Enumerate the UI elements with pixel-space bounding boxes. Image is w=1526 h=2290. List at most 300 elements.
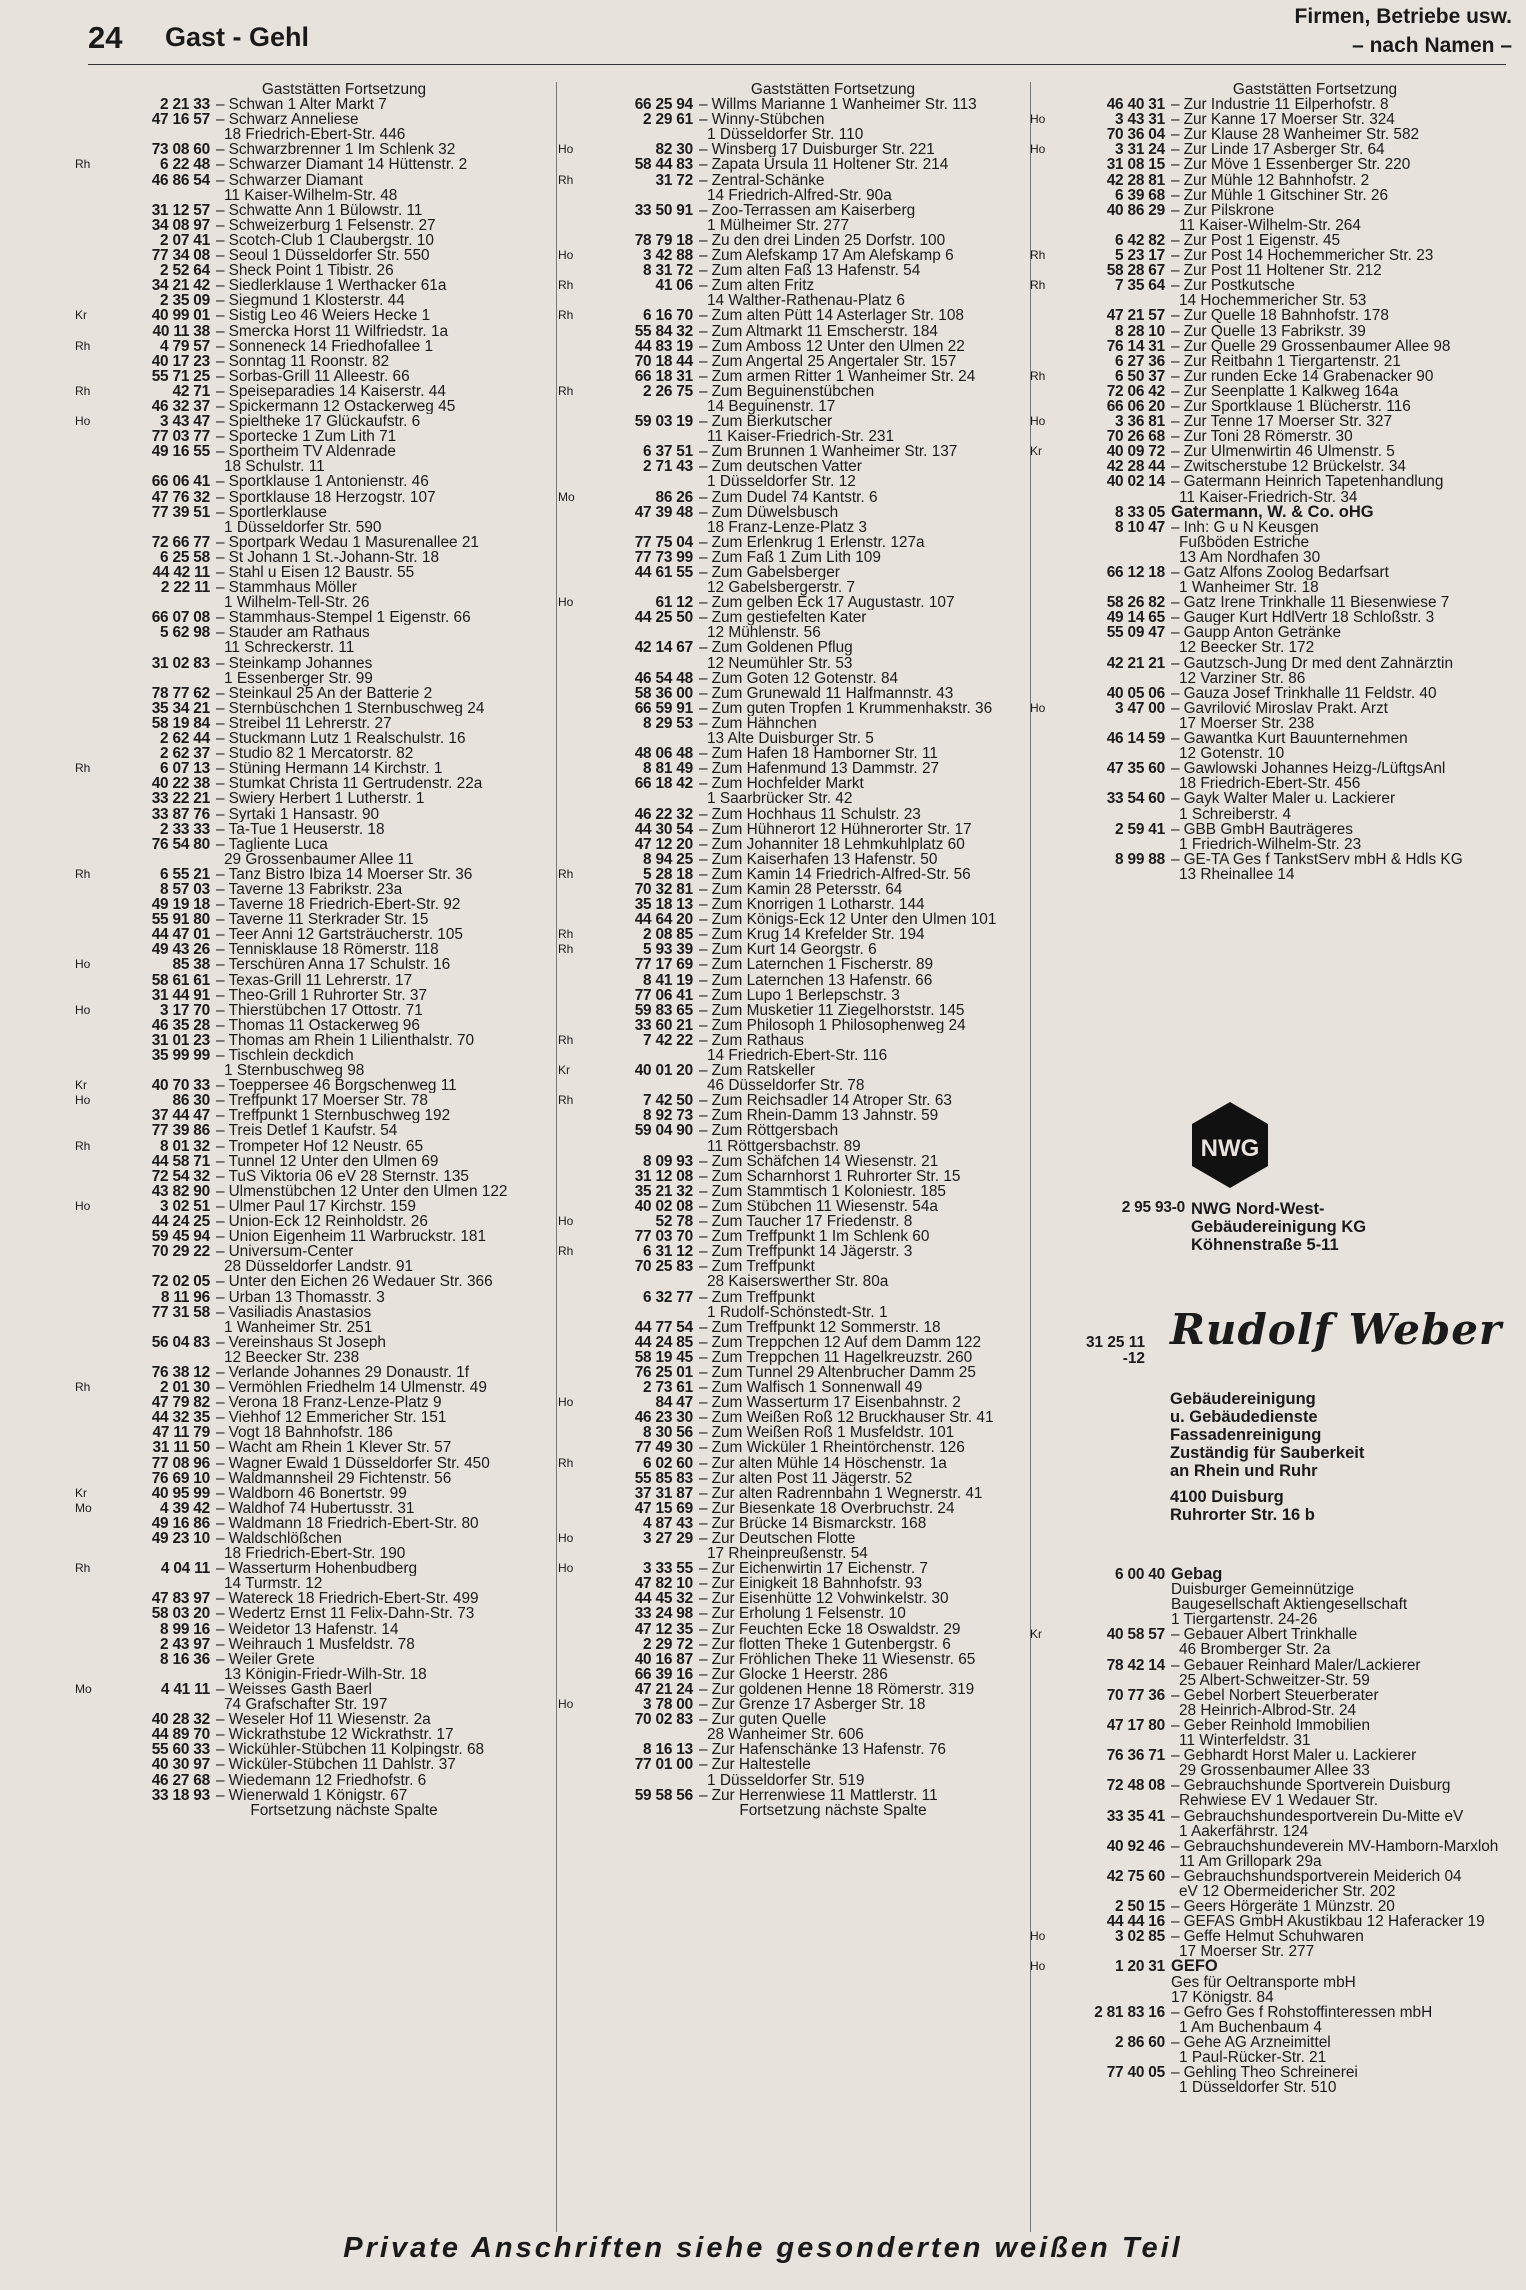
- phone-number: 77 03 70: [634, 1228, 693, 1246]
- entry-text: GE-TA Ges f TankstServ mbH & Hdls KG: [1183, 851, 1463, 867]
- entry-text: Zum deutschen Vatter: [711, 459, 862, 475]
- phone-number: 77 17 69: [634, 956, 693, 974]
- list-item: [75, 429, 553, 444]
- entry-text: Watereck 18 Friedrich-Ebert-Str. 499: [228, 1591, 479, 1607]
- dash-separator: –: [216, 1078, 225, 1094]
- entry-text: Gebel Norbert Steuerberater: [1183, 1687, 1379, 1703]
- entry-text: Zur Klause 28 Wanheimer Str. 582: [1183, 127, 1420, 143]
- area-prefix: [75, 791, 95, 806]
- dash-separator: –: [216, 1289, 225, 1305]
- phone-number: 66 06 20: [1106, 397, 1165, 415]
- entry-name: [216, 1440, 553, 1455]
- entry-text: Gebhardt Horst Maler u. Lackierer: [1183, 1748, 1417, 1764]
- entry-text: Zur Quelle 13 Fabrikstr. 39: [1183, 323, 1366, 339]
- entry-text: Zum Dudel 74 Kantstr. 6: [711, 489, 878, 505]
- phone-number: 85 38: [172, 956, 210, 974]
- area-prefix: [1030, 127, 1050, 142]
- dash-separator: –: [216, 1591, 225, 1607]
- phone-number: 2 22 11: [160, 579, 210, 597]
- area-prefix: [75, 1123, 95, 1138]
- phone-number: 2 33 33: [160, 820, 210, 838]
- entry-name: [699, 203, 1028, 218]
- dash-separator: –: [699, 1425, 708, 1441]
- list-item: [75, 1184, 553, 1199]
- area-prefix: [558, 1108, 578, 1123]
- entry-name: [1171, 1929, 1520, 1944]
- dash-separator: –: [1171, 2065, 1180, 2081]
- dash-separator: –: [1171, 2004, 1180, 2020]
- entry-text: Zum Düwelsbusch: [711, 504, 839, 520]
- entry-name: [1171, 248, 1520, 263]
- dash-separator: –: [699, 700, 708, 716]
- entry-text: Taverne 13 Fabrikstr. 23a: [228, 881, 403, 898]
- list-item: [1030, 1627, 1520, 1642]
- entry-address: 28 Kaiserswerther Str. 80a: [707, 1273, 889, 1291]
- entry-text: Schwarzbrenner 1 Im Schlenk 32: [228, 142, 456, 158]
- phone-number: 40 02 08: [634, 1197, 693, 1215]
- entry-name: [1171, 701, 1520, 716]
- phone-number: 58 03 20: [151, 1605, 210, 1623]
- area-prefix: [1030, 308, 1050, 323]
- phone-number: 47 82 10: [634, 1575, 693, 1593]
- entry-address: 11 Kaiser-Friedrich-Str. 231: [707, 428, 895, 446]
- phone-number: 46 35 28: [151, 1016, 210, 1034]
- phone-number: 44 30 54: [634, 820, 693, 838]
- area-prefix: [558, 912, 578, 927]
- area-prefix: [75, 1214, 95, 1229]
- entry-name: [216, 444, 553, 459]
- entry-text: Zum Johanniter 18 Lehmkuhlplatz 60: [711, 836, 965, 852]
- entry-name: [1171, 474, 1520, 489]
- phone-number: 8 94 25: [643, 850, 693, 868]
- phone-number: 72 48 08: [1106, 1777, 1165, 1795]
- area-prefix: Rh: [558, 866, 574, 881]
- dash-separator: –: [699, 368, 708, 384]
- phone-number: 40 16 87: [634, 1650, 693, 1668]
- entry-text: Winsberg 17 Duisburger Str. 221: [711, 142, 935, 158]
- entry-text: Tennisklause 18 Römerstr. 118: [228, 942, 439, 958]
- entry-text: Zur Einigkeit 18 Bahnhofstr. 93: [711, 1576, 923, 1592]
- list-item: [1030, 1748, 1520, 1763]
- phone-number: 4 87 43: [643, 1514, 693, 1532]
- list-item: [1030, 701, 1520, 716]
- entry-text: Sportklause 1 Antonienstr. 46: [228, 474, 429, 490]
- entry-text: Zur Ulmenwirtin 46 Ulmenstr. 5: [1183, 444, 1395, 460]
- entry-name: [1171, 1688, 1520, 1703]
- phone-number: 3 42 88: [643, 247, 693, 265]
- list-item: [1030, 188, 1520, 203]
- entry-name: [1171, 263, 1520, 278]
- entry-text: Zur goldenen Henne 18 Römerstr. 319: [711, 1681, 975, 1698]
- entry-text: Schwarz Anneliese: [228, 112, 359, 128]
- entry-name: [1171, 339, 1520, 354]
- dash-separator: –: [216, 263, 225, 279]
- list-item: [558, 97, 1028, 112]
- area-prefix: Kr: [75, 1485, 87, 1500]
- entry-text: Zum Kurt 14 Georgstr. 6: [711, 942, 877, 958]
- area-prefix: [75, 610, 95, 625]
- entry-text: Zum Weißen Roß 12 Bruckhauser Str. 41: [711, 1410, 994, 1426]
- dash-separator: –: [216, 232, 225, 249]
- entry-address: 1 Düsseldorfer Str. 590: [224, 518, 382, 536]
- entry-name: [216, 897, 553, 912]
- entry-name: [699, 837, 1028, 852]
- phone-number: 66 25 94: [634, 96, 693, 114]
- entry-address: 14 Beguinenstr. 17: [707, 397, 836, 415]
- phone-number: 44 83 19: [634, 337, 693, 355]
- entry-text: Zum Gabelsberger: [711, 565, 840, 581]
- entry-text: Zum Angertal 25 Angertaler Str. 157: [711, 353, 957, 369]
- entry-text: Zur Industrie 11 Eilperhofstr. 8: [1183, 97, 1389, 113]
- dash-separator: –: [216, 1712, 225, 1728]
- dash-separator: –: [216, 429, 225, 445]
- list-item: [1030, 2005, 1520, 2020]
- dash-separator: –: [216, 278, 225, 294]
- phone-number: 7 42 50: [643, 1092, 693, 1110]
- area-prefix: [75, 203, 95, 218]
- entry-name: [699, 263, 1028, 278]
- entry-name: [699, 1471, 1028, 1486]
- entry-name: [216, 656, 553, 671]
- entry-name: [216, 1606, 553, 1621]
- phone-number: 66 07 08: [151, 609, 210, 627]
- dash-separator: –: [699, 1561, 708, 1577]
- phone-number: 76 36 71: [1106, 1747, 1165, 1765]
- list-item: [75, 1018, 553, 1033]
- entry-name: [699, 505, 1028, 520]
- entry-text: Sportklause 18 Herzogstr. 107: [228, 489, 436, 505]
- entry-text: Thierstübchen 17 Ottostr. 71: [228, 1002, 423, 1018]
- area-prefix: [1030, 1567, 1050, 1582]
- dash-separator: –: [216, 338, 225, 354]
- phone-number: 2 35 09: [160, 292, 210, 310]
- list-item: [75, 1742, 553, 1757]
- dash-separator: –: [216, 1017, 225, 1033]
- entry-name: [1171, 505, 1520, 520]
- phone-number: 58 36 00: [634, 684, 693, 702]
- phone-number: 35 21 32: [634, 1182, 693, 1200]
- list-item: [75, 701, 553, 716]
- dash-separator: –: [699, 1380, 708, 1396]
- entry-text: Zum Rathaus: [711, 1032, 804, 1048]
- entry-text: Tischlein deckdich: [228, 1048, 354, 1064]
- entry-name: [216, 1033, 553, 1048]
- dash-separator: –: [216, 1244, 225, 1260]
- phone-number: 4 41 11: [160, 1680, 210, 1698]
- area-prefix: [558, 761, 578, 776]
- phone-number: 78 79 18: [634, 231, 693, 249]
- dash-separator: –: [216, 1787, 225, 1803]
- entry-address: 11 Röttgersbachstr. 89: [707, 1137, 861, 1155]
- entry-address: 12 Beecker Str. 172: [1179, 639, 1315, 657]
- entry-name: [699, 1591, 1028, 1606]
- phone-number: 2 71 43: [643, 458, 693, 476]
- area-prefix: [1030, 731, 1050, 746]
- dash-separator: –: [1171, 353, 1180, 369]
- area-prefix: [558, 1682, 578, 1697]
- entry-name: [1171, 686, 1520, 701]
- dash-separator: –: [699, 444, 708, 460]
- area-prefix: [558, 263, 578, 278]
- list-item: [558, 761, 1028, 776]
- phone-number: 59 03 19: [634, 413, 693, 431]
- dash-separator: –: [1171, 1748, 1180, 1764]
- entry-text: Zur Hafenschänke 13 Hafenstr. 76: [711, 1742, 946, 1758]
- entry-text: Texas-Grill 11 Lehrerstr. 17: [228, 972, 413, 988]
- nwg-line2: Gebäudereinigung KG: [1191, 1218, 1367, 1236]
- area-prefix: [75, 1456, 95, 1471]
- entry-text: Zum Altmarkt 11 Emscherstr. 184: [711, 323, 938, 339]
- phone-number: 46 22 32: [634, 805, 693, 823]
- list-item: [558, 384, 1028, 399]
- dash-separator: –: [699, 1364, 708, 1381]
- area-prefix: [558, 1516, 578, 1531]
- area-prefix: [75, 1757, 95, 1772]
- entry-text: Zur Deutschen Flotte: [711, 1531, 856, 1547]
- list-item: [558, 807, 1028, 822]
- phone-number: 8 99 16: [160, 1620, 210, 1638]
- area-prefix: [75, 112, 95, 127]
- entry-name: [216, 1139, 553, 1154]
- phone-number: 35 99 99: [151, 1047, 210, 1064]
- list-item: [558, 157, 1028, 172]
- entry-name: [216, 1335, 553, 1350]
- entry-address: 1 Düsseldorfer Str. 12: [707, 473, 856, 491]
- list-item: [75, 1214, 553, 1229]
- dash-separator: –: [216, 1138, 225, 1154]
- list-item: [1030, 399, 1520, 414]
- dash-separator: –: [699, 927, 708, 943]
- entry-name: [699, 233, 1028, 248]
- entry-name: [1171, 565, 1520, 580]
- entry-name: [216, 625, 553, 640]
- dash-separator: –: [699, 1515, 708, 1531]
- area-prefix: [558, 1350, 578, 1365]
- phone-number: 6 02 60: [643, 1454, 693, 1472]
- dash-separator: –: [216, 1455, 225, 1471]
- area-prefix: Ho: [1030, 700, 1046, 715]
- entry-text: Streibel 11 Lehrerstr. 27: [228, 715, 392, 732]
- dash-separator: –: [216, 565, 225, 581]
- entry-text: Zum Hafen 18 Hamborner Str. 11: [711, 746, 938, 762]
- list-item: [558, 565, 1028, 580]
- list-item: [558, 1154, 1028, 1169]
- entry-name: [1171, 1582, 1520, 1597]
- entry-text: Gehe AG Arzneimittel: [1183, 2034, 1331, 2050]
- entry-name: [216, 1742, 553, 1757]
- area-prefix: [75, 1440, 95, 1455]
- entry-name: [216, 731, 553, 746]
- entry-text: Sonntag 11 Roonstr. 82: [228, 353, 390, 369]
- entry-address: 1 Paul-Rücker-Str. 21: [1179, 2049, 1327, 2066]
- entry-name: [216, 1622, 553, 1637]
- dash-separator: –: [699, 1621, 708, 1637]
- entry-text: Gauza Josef Trinkhalle 11 Feldstr. 40: [1183, 685, 1437, 701]
- list-item: [1030, 384, 1520, 399]
- entry-text: Zum Lupo 1 Berlepschstr. 3: [711, 987, 900, 1003]
- entry-name: [699, 1622, 1028, 1637]
- phone-number: 44 64 20: [634, 911, 693, 929]
- area-prefix: Ho: [75, 1093, 91, 1108]
- entry-name: [1171, 1567, 1520, 1582]
- area-prefix: [1030, 1914, 1050, 1929]
- dash-separator: –: [1171, 127, 1180, 143]
- phone-number: 6 50 37: [1115, 367, 1165, 385]
- entry-name: [699, 1712, 1028, 1727]
- phone-number: 2 86 60: [1115, 2033, 1165, 2051]
- entry-name: [216, 912, 553, 927]
- entry-name: [699, 1606, 1028, 1621]
- phone-number: 3 17 70: [160, 1001, 210, 1019]
- area-prefix: [558, 203, 578, 218]
- area-prefix: [75, 218, 95, 233]
- phone-number: 49 19 18: [151, 896, 210, 914]
- dash-separator: –: [699, 112, 708, 128]
- dash-separator: –: [216, 1470, 225, 1486]
- phone-number: 40 05 06: [1106, 684, 1165, 702]
- phone-number: 70 02 83: [634, 1711, 693, 1729]
- entry-text: Zur Post 14 Hochemmericher Str. 23: [1183, 248, 1434, 264]
- list-item: [558, 671, 1028, 686]
- list-item: [75, 1712, 553, 1727]
- phone-number: 42 28 81: [1106, 171, 1165, 189]
- entry-text: Zur Toni 28 Römerstr. 30: [1183, 429, 1353, 445]
- area-prefix: [75, 776, 95, 791]
- dash-separator: –: [216, 776, 225, 792]
- dash-separator: –: [699, 1198, 708, 1215]
- phone-number: 8 57 03: [160, 880, 210, 898]
- entry-text: Swiery Herbert 1 Lutherstr. 1: [228, 791, 425, 807]
- entry-address: 1 Aakerfährstr. 124: [1179, 1822, 1309, 1840]
- entry-name: [699, 1154, 1028, 1169]
- entry-name: [1171, 354, 1520, 369]
- phone-number: 3 43 47: [160, 413, 210, 431]
- dash-separator: –: [1171, 821, 1180, 837]
- entry-name: [216, 339, 553, 354]
- list-item: [75, 1727, 553, 1742]
- list-item: [1030, 1869, 1520, 1884]
- dash-separator: –: [1171, 308, 1180, 324]
- dash-separator: –: [216, 1425, 225, 1441]
- area-prefix: [558, 701, 578, 716]
- dash-separator: –: [1171, 459, 1180, 475]
- dash-separator: –: [699, 1455, 708, 1471]
- entry-text: Sistig Leo 46 Weiers Hecke 1: [228, 308, 431, 324]
- entry-text: Taverne 11 Sterkrader Str. 15: [228, 912, 429, 928]
- dash-separator: –: [216, 1515, 225, 1531]
- phone-number: 46 14 59: [1106, 730, 1165, 748]
- list-item: [558, 988, 1028, 1003]
- phone-number: 31 08 15: [1106, 156, 1165, 174]
- entry-name: [699, 1123, 1028, 1138]
- phone-number: 31 72: [655, 171, 693, 189]
- section-label-line1: Firmen, Betriebe usw.: [1294, 5, 1512, 28]
- area-prefix: [1030, 520, 1050, 535]
- area-prefix: [1030, 1688, 1050, 1703]
- dash-separator: –: [216, 957, 225, 973]
- dash-separator: –: [1171, 383, 1180, 399]
- dash-separator: –: [1171, 429, 1180, 445]
- entry-text: Gaupp Anton Getränke: [1183, 625, 1342, 641]
- dash-separator: –: [216, 715, 225, 732]
- dash-separator: –: [1171, 187, 1180, 203]
- list-item: [75, 505, 553, 520]
- entry-text: Vermöhlen Friedhelm 14 Ulmenstr. 49: [228, 1380, 487, 1396]
- list-item: [75, 867, 553, 882]
- dash-separator: –: [1171, 323, 1180, 339]
- phone-number: 6 32 77: [643, 1288, 693, 1306]
- entry-text: Gautzsch-Jung Dr med dent Zahnärztin: [1183, 655, 1454, 671]
- entry-text: GEFO: [1171, 1959, 1218, 1975]
- entry-address: 1 Schreiberstr. 4: [1179, 805, 1292, 823]
- area-prefix: [1030, 354, 1050, 369]
- list-item: [558, 1682, 1028, 1697]
- entry-text: Zum alten Fritz: [711, 278, 815, 294]
- area-prefix: [558, 1229, 578, 1244]
- entry-name: [699, 490, 1028, 505]
- entry-name: [216, 942, 553, 957]
- entry-text: Zur alten Post 11 Jägerstr. 52: [711, 1470, 913, 1486]
- entry-text: Gawantka Kurt Bauunternehmen: [1183, 731, 1408, 747]
- entry-text: Weseler Hof 11 Wiesenstr. 2a: [228, 1712, 431, 1728]
- entry-name: [216, 1003, 553, 1018]
- list-item: [1030, 852, 1520, 867]
- dash-separator: –: [699, 142, 708, 158]
- list-item: [558, 1652, 1028, 1667]
- list-item: [1030, 233, 1520, 248]
- phone-number: 2 29 61: [643, 111, 693, 129]
- phone-number: 47 12 20: [634, 835, 693, 853]
- entry-text: Gatz Irene Trinkhalle 11 Biesenwiese 7: [1183, 595, 1450, 611]
- entry-text: Theo-Grill 1 Ruhrorter Str. 37: [228, 987, 428, 1003]
- entry-text: Winny-Stübchen: [711, 112, 825, 128]
- phone-number: 47 12 35: [634, 1620, 693, 1638]
- entry-name: [216, 97, 553, 112]
- phone-number: 2 07 41: [160, 231, 210, 249]
- entry-address: 14 Hochemmericher Str. 53: [1179, 292, 1367, 310]
- list-item: [75, 490, 553, 505]
- list-item: [1030, 2065, 1520, 2080]
- dash-separator: –: [699, 1183, 708, 1199]
- area-prefix: [75, 942, 95, 957]
- area-prefix: [1030, 233, 1050, 248]
- entry-name: [1171, 444, 1520, 459]
- area-prefix: [558, 882, 578, 897]
- list-item: [1030, 459, 1520, 474]
- list-item: [75, 1003, 553, 1018]
- entry-address: Fußböden Estriche: [1179, 533, 1310, 551]
- dash-separator: –: [699, 1153, 708, 1169]
- entry-name: [699, 1501, 1028, 1516]
- dash-separator: –: [216, 1380, 225, 1396]
- entry-text: Ta-Tue 1 Heuserstr. 18: [228, 821, 385, 837]
- list-item: [1030, 520, 1520, 535]
- dash-separator: –: [216, 685, 225, 701]
- list-item: [75, 686, 553, 701]
- area-prefix: [75, 1274, 95, 1289]
- dash-separator: –: [699, 1787, 708, 1803]
- section-label: [1295, 2, 1512, 60]
- phone-number: 1 20 31: [1115, 1958, 1165, 1976]
- phone-number: 4 39 42: [160, 1499, 210, 1517]
- phone-number: 40 22 38: [151, 775, 210, 793]
- entry-text: Vereinshaus St Joseph: [228, 1334, 386, 1350]
- dash-separator: –: [699, 248, 708, 264]
- entry-name: [216, 791, 553, 806]
- list-item: [75, 474, 553, 489]
- dash-separator: –: [699, 1349, 708, 1365]
- entry-text: Wickühler-Stübchen 11 Kolpingstr. 68: [228, 1742, 485, 1758]
